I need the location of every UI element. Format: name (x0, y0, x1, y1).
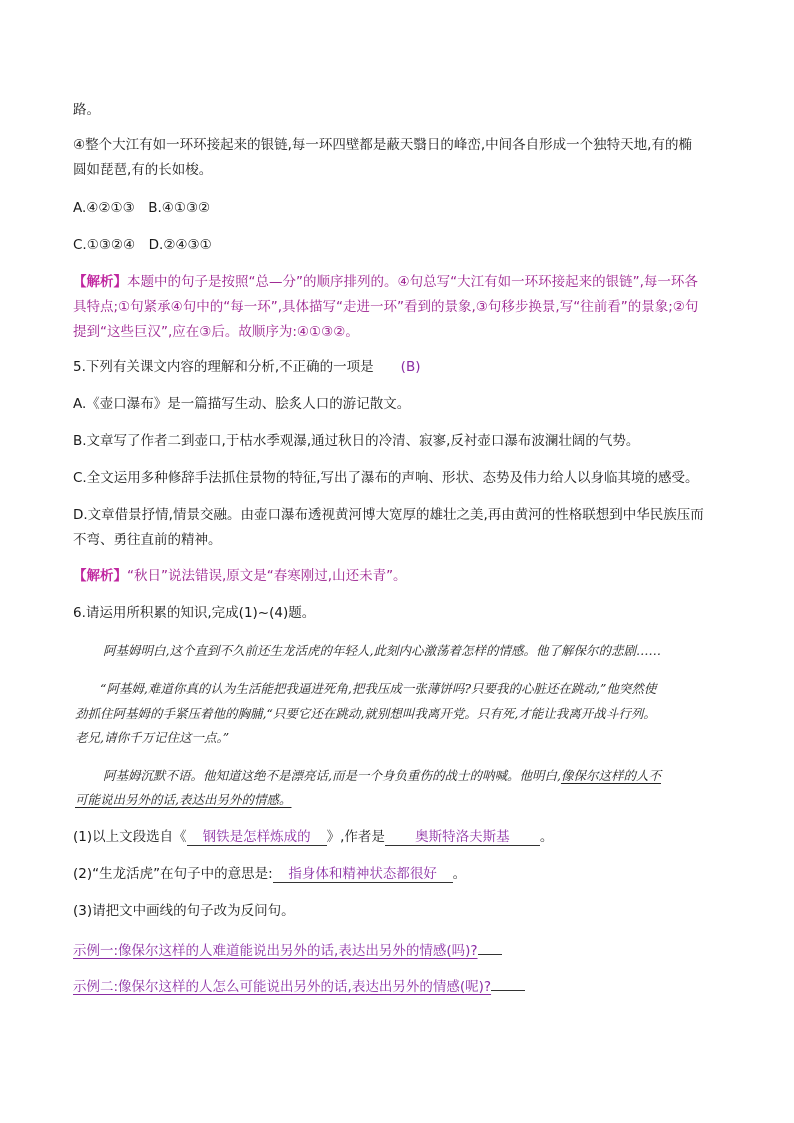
example-answer-1 (73, 938, 502, 961)
q4-options-cd: C.①③②④ D.②④③① (73, 237, 212, 253)
q6-sub2-end: 。 (452, 866, 467, 882)
example-answer-1-text: 示例一:像保尔这样的人难道能说出另外的话,表达出另外的情感(吗)? (73, 943, 478, 959)
q4-analysis-text1: 本题中的句子是按照“总—分”的顺序排列的。④句总写“大江有如一环环接起来的银链”,每一环各 (127, 274, 698, 290)
answer-blank-meaning: 指身体和精神状态都很好 (273, 866, 453, 883)
answer-blank-book-title: 钢铁是怎样炼成的 (187, 829, 327, 846)
q4-item4-line1: ④整个大江有如一环环接起来的银链,每一环四壁都是蔽天翳日的峰峦,中间各自形成一个独特天地,有的椭 (73, 137, 692, 153)
q5-stem-line (73, 357, 420, 377)
q6-sub3: (3)请把文中画线的句子改为反问句。 (73, 903, 295, 919)
q4-tail-text: 路。 (73, 102, 100, 118)
q5-option-d-line2: 不弯、勇往直前的精神。 (73, 532, 222, 548)
q6-sub1 (73, 827, 553, 847)
q4-item4-line2: 圆如琵琶,有的长如梭。 (73, 162, 213, 178)
q5-stem: 5.下列有关课文内容的理解和分析,不正确的一项是 (73, 359, 401, 375)
q6-sub1-end: 。 (539, 829, 554, 845)
passage-paragraph2-line1: “阿基姆,难道你真的认为生活能把我逼进死角,把我压成一张薄饼吗?只要我的心脏还在跳动,”他突然使 (100, 681, 657, 696)
q5-analysis-text: “秋日”说法错误,原文是“春寒刚过,山还未青”。 (127, 568, 407, 584)
passage-paragraph1: 阿基姆明白,这个直到不久前还生龙活虎的年轻人,此刻内心激荡着怎样的情感。他了解保尔的悲剧…… (103, 643, 661, 658)
passage-paragraph3-text: 阿基姆沉默不语。他知道这绝不是漂亮话,而是一个身负重伤的战士的呐喊。他明白, (103, 768, 561, 783)
answer-blank-author: 奥斯特洛夫斯基 (385, 829, 540, 846)
analysis-tag: 【解析】 (73, 274, 127, 290)
q5-analysis-line (73, 566, 407, 586)
q6-sub1-mid: 》,作者是 (326, 829, 385, 845)
example-answer-2-blank (491, 974, 525, 991)
passage-paragraph3-line2 (75, 791, 291, 809)
analysis-tag: 【解析】 (73, 568, 127, 584)
passage-paragraph2-line2: 劲抓住阿基姆的手紧压着他的胸脯,“只要它还在跳动,就别想叫我离开党。只有死,才能让我离开战斗行列。 (75, 706, 656, 721)
example-answer-2-text: 示例二:像保尔这样的人怎么可能说出另外的话,表达出另外的情感(呢)? (73, 979, 492, 995)
q5-option-a: A.《壶口瀑布》是一篇描写生动、脍炙人口的游记散文。 (73, 396, 411, 412)
example-answer-2 (73, 974, 525, 997)
q5-answer: (B) (400, 359, 421, 375)
underlined-sentence-part1: 像保尔这样的人不 (560, 768, 661, 783)
passage-paragraph3-line1 (103, 767, 661, 785)
q4-analysis-line3: 提到“这些巨汉”,应在③后。故顺序为:④①③②。 (73, 324, 359, 340)
passage-paragraph2-line3: 老兄,请你千万记住这一点。” (75, 730, 230, 745)
q6-sub2 (73, 864, 466, 884)
q4-options-ab: A.④②①③ B.④①③② (73, 200, 211, 216)
q5-option-d-line1: D.文章借景抒情,情景交融。由壶口瀑布透视黄河博大宽厚的雄壮之美,再由黄河的性格联想到中华民族压而 (73, 507, 704, 523)
underlined-sentence-part2: 可能说出另外的话,表达出另外的情感。 (75, 792, 292, 807)
q6-sub1-prefix: (1)以上文段选自《 (73, 829, 187, 845)
q4-analysis-line2: 具特点;①句紧承④句中的“每一环”,具体描写“走进一环”看到的景象,③句移步换景,写“往前看”的景象;②句 (73, 299, 699, 315)
example-answer-1-blank (478, 938, 502, 955)
q5-option-b: B.文章写了作者二到壶口,于枯水季观瀑,通过秋日的冷清、寂寥,反衬壶口瀑布波澜壮阔的气势。 (73, 433, 640, 449)
q6-sub2-prefix: (2)“生龙活虎”在句子中的意思是: (73, 866, 273, 882)
q4-analysis-line1 (73, 272, 698, 292)
q5-option-c: C.全文运用多种修辞手法抓住景物的特征,写出了瀑布的声响、形状、态势及伟力给人以身临其境的感受。 (73, 470, 699, 486)
q6-stem: 6.请运用所积累的知识,完成(1)~(4)题。 (73, 605, 316, 621)
